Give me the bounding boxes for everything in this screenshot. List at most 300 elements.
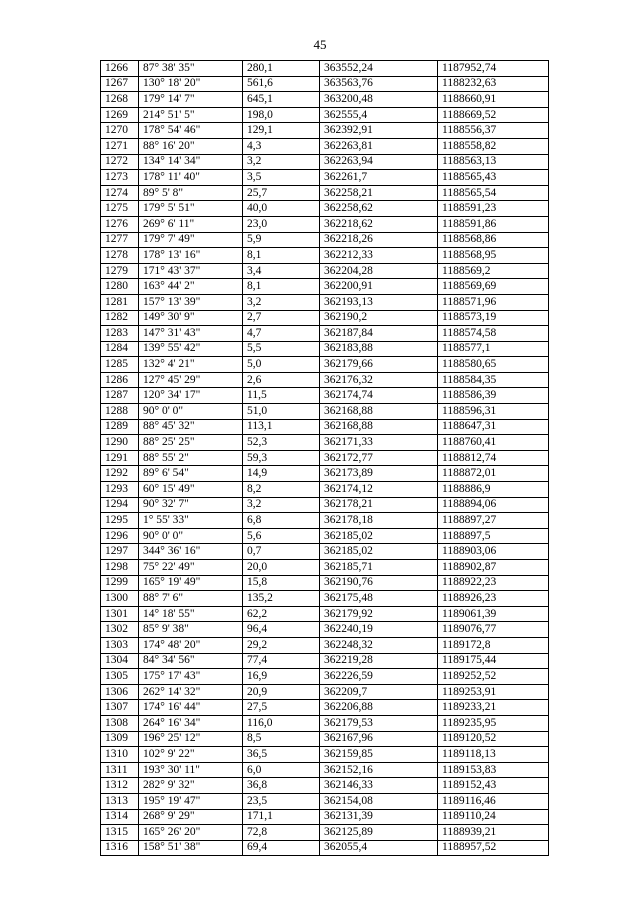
direction-angle-cell: 90° 0' 0" — [139, 404, 243, 420]
y-coordinate-cell: 1188660,91 — [438, 92, 549, 108]
y-coordinate-cell: 1189233,21 — [438, 700, 549, 716]
x-coordinate-cell: 362190,2 — [320, 310, 438, 326]
table-row — [101, 700, 549, 716]
direction-angle-cell: 163° 44' 2" — [139, 279, 243, 295]
point-number-cell: 1316 — [101, 840, 139, 856]
x-coordinate-cell: 362174,12 — [320, 482, 438, 498]
table-row — [101, 762, 549, 778]
table-row — [101, 622, 549, 638]
direction-angle-cell: 282° 9' 32" — [139, 778, 243, 794]
distance-cell: 69,4 — [243, 840, 320, 856]
y-coordinate-cell: 1189152,43 — [438, 778, 549, 794]
x-coordinate-cell: 362240,19 — [320, 622, 438, 638]
point-number-cell: 1300 — [101, 591, 139, 607]
x-coordinate-cell: 362218,26 — [320, 232, 438, 248]
x-coordinate-cell: 362206,88 — [320, 700, 438, 716]
y-coordinate-cell: 1188812,74 — [438, 450, 549, 466]
y-coordinate-cell: 1188568,95 — [438, 248, 549, 264]
distance-cell: 52,3 — [243, 435, 320, 451]
x-coordinate-cell: 362055,4 — [320, 840, 438, 856]
y-coordinate-cell: 1188894,06 — [438, 497, 549, 513]
distance-cell: 113,1 — [243, 419, 320, 435]
y-coordinate-cell: 1188897,5 — [438, 528, 549, 544]
distance-cell: 27,5 — [243, 700, 320, 716]
x-coordinate-cell: 362146,33 — [320, 778, 438, 794]
x-coordinate-cell: 362204,28 — [320, 263, 438, 279]
y-coordinate-cell: 1189253,91 — [438, 684, 549, 700]
y-coordinate-cell: 1188577,1 — [438, 341, 549, 357]
distance-cell: 20,0 — [243, 560, 320, 576]
x-coordinate-cell: 362179,66 — [320, 357, 438, 373]
point-number-cell: 1293 — [101, 482, 139, 498]
point-number-cell: 1287 — [101, 388, 139, 404]
distance-cell: 51,0 — [243, 404, 320, 420]
direction-angle-cell: 84° 34' 56" — [139, 653, 243, 669]
table-row — [101, 216, 549, 232]
distance-cell: 14,9 — [243, 466, 320, 482]
point-number-cell: 1304 — [101, 653, 139, 669]
x-coordinate-cell: 362171,33 — [320, 435, 438, 451]
distance-cell: 36,8 — [243, 778, 320, 794]
distance-cell: 8,5 — [243, 731, 320, 747]
coordinates-table-body — [101, 61, 549, 856]
point-number-cell: 1266 — [101, 61, 139, 77]
table-row — [101, 793, 549, 809]
point-number-cell: 1289 — [101, 419, 139, 435]
direction-angle-cell: 157° 13' 39" — [139, 294, 243, 310]
direction-angle-cell: 130° 18' 20" — [139, 76, 243, 92]
point-number-cell: 1272 — [101, 154, 139, 170]
x-coordinate-cell: 363563,76 — [320, 76, 438, 92]
table-row — [101, 232, 549, 248]
point-number-cell: 1306 — [101, 684, 139, 700]
point-number-cell: 1303 — [101, 637, 139, 653]
x-coordinate-cell: 362263,81 — [320, 138, 438, 154]
direction-angle-cell: 196° 25' 12" — [139, 731, 243, 747]
distance-cell: 3,5 — [243, 170, 320, 186]
table-row — [101, 809, 549, 825]
point-number-cell: 1280 — [101, 279, 139, 295]
point-number-cell: 1290 — [101, 435, 139, 451]
table-row — [101, 123, 549, 139]
direction-angle-cell: 193° 30' 11" — [139, 762, 243, 778]
table-row — [101, 669, 549, 685]
direction-angle-cell: 178° 54' 46" — [139, 123, 243, 139]
y-coordinate-cell: 1188957,52 — [438, 840, 549, 856]
distance-cell: 3,2 — [243, 294, 320, 310]
point-number-cell: 1298 — [101, 560, 139, 576]
point-number-cell: 1314 — [101, 809, 139, 825]
point-number-cell: 1268 — [101, 92, 139, 108]
direction-angle-cell: 147° 31' 43" — [139, 326, 243, 342]
point-number-cell: 1296 — [101, 528, 139, 544]
distance-cell: 8,1 — [243, 248, 320, 264]
table-row — [101, 825, 549, 841]
direction-angle-cell: 127° 45' 29" — [139, 372, 243, 388]
table-row — [101, 76, 549, 92]
point-number-cell: 1295 — [101, 513, 139, 529]
y-coordinate-cell: 1189172,8 — [438, 637, 549, 653]
direction-angle-cell: 89° 5' 8" — [139, 185, 243, 201]
table-row — [101, 248, 549, 264]
point-number-cell: 1294 — [101, 497, 139, 513]
x-coordinate-cell: 362168,88 — [320, 419, 438, 435]
table-row — [101, 653, 549, 669]
distance-cell: 2,6 — [243, 372, 320, 388]
x-coordinate-cell: 362200,91 — [320, 279, 438, 295]
y-coordinate-cell: 1188586,39 — [438, 388, 549, 404]
direction-angle-cell: 179° 14' 7" — [139, 92, 243, 108]
direction-angle-cell: 88° 45' 32" — [139, 419, 243, 435]
x-coordinate-cell: 362154,08 — [320, 793, 438, 809]
x-coordinate-cell: 362168,88 — [320, 404, 438, 420]
point-number-cell: 1307 — [101, 700, 139, 716]
distance-cell: 561,6 — [243, 76, 320, 92]
y-coordinate-cell: 1188939,21 — [438, 825, 549, 841]
x-coordinate-cell: 362185,02 — [320, 528, 438, 544]
point-number-cell: 1283 — [101, 326, 139, 342]
y-coordinate-cell: 1188556,37 — [438, 123, 549, 139]
y-coordinate-cell: 1188897,27 — [438, 513, 549, 529]
x-coordinate-cell: 362185,02 — [320, 544, 438, 560]
direction-angle-cell: 120° 34' 17" — [139, 388, 243, 404]
y-coordinate-cell: 1189175,44 — [438, 653, 549, 669]
table-row — [101, 450, 549, 466]
x-coordinate-cell: 362152,16 — [320, 762, 438, 778]
x-coordinate-cell: 362555,4 — [320, 107, 438, 123]
table-row — [101, 388, 549, 404]
point-number-cell: 1274 — [101, 185, 139, 201]
y-coordinate-cell: 1188580,65 — [438, 357, 549, 373]
x-coordinate-cell: 362248,32 — [320, 637, 438, 653]
point-number-cell: 1285 — [101, 357, 139, 373]
distance-cell: 3,2 — [243, 154, 320, 170]
x-coordinate-cell: 362219,28 — [320, 653, 438, 669]
point-number-cell: 1279 — [101, 263, 139, 279]
table-row — [101, 170, 549, 186]
point-number-cell: 1299 — [101, 575, 139, 591]
distance-cell: 25,7 — [243, 185, 320, 201]
distance-cell: 15,8 — [243, 575, 320, 591]
table-row — [101, 747, 549, 763]
x-coordinate-cell: 362193,13 — [320, 294, 438, 310]
distance-cell: 6,0 — [243, 762, 320, 778]
direction-angle-cell: 132° 4' 21" — [139, 357, 243, 373]
direction-angle-cell: 262° 14' 32" — [139, 684, 243, 700]
direction-angle-cell: 88° 55' 2" — [139, 450, 243, 466]
table-row — [101, 341, 549, 357]
point-number-cell: 1308 — [101, 715, 139, 731]
point-number-cell: 1302 — [101, 622, 139, 638]
y-coordinate-cell: 1188903,06 — [438, 544, 549, 560]
direction-angle-cell: 149° 30' 9" — [139, 310, 243, 326]
y-coordinate-cell: 1188565,43 — [438, 170, 549, 186]
table-row — [101, 560, 549, 576]
direction-angle-cell: 88° 25' 25" — [139, 435, 243, 451]
x-coordinate-cell: 362226,59 — [320, 669, 438, 685]
x-coordinate-cell: 362185,71 — [320, 560, 438, 576]
table-row — [101, 404, 549, 420]
table-row — [101, 61, 549, 77]
y-coordinate-cell: 1188669,52 — [438, 107, 549, 123]
distance-cell: 11,5 — [243, 388, 320, 404]
point-number-cell: 1310 — [101, 747, 139, 763]
y-coordinate-cell: 1187952,74 — [438, 61, 549, 77]
point-number-cell: 1288 — [101, 404, 139, 420]
direction-angle-cell: 90° 32' 7" — [139, 497, 243, 513]
direction-angle-cell: 269° 6' 11" — [139, 216, 243, 232]
x-coordinate-cell: 362258,62 — [320, 201, 438, 217]
table-row — [101, 606, 549, 622]
point-number-cell: 1305 — [101, 669, 139, 685]
table-row — [101, 372, 549, 388]
distance-cell: 645,1 — [243, 92, 320, 108]
table-row — [101, 279, 549, 295]
table-row — [101, 513, 549, 529]
y-coordinate-cell: 1189153,83 — [438, 762, 549, 778]
y-coordinate-cell: 1189252,52 — [438, 669, 549, 685]
y-coordinate-cell: 1188591,23 — [438, 201, 549, 217]
x-coordinate-cell: 362179,53 — [320, 715, 438, 731]
direction-angle-cell: 344° 36' 16" — [139, 544, 243, 560]
point-number-cell: 1275 — [101, 201, 139, 217]
point-number-cell: 1297 — [101, 544, 139, 560]
direction-angle-cell: 175° 17' 43" — [139, 669, 243, 685]
point-number-cell: 1269 — [101, 107, 139, 123]
direction-angle-cell: 1° 55' 33" — [139, 513, 243, 529]
x-coordinate-cell: 362176,32 — [320, 372, 438, 388]
direction-angle-cell: 85° 9' 38" — [139, 622, 243, 638]
x-coordinate-cell: 362172,77 — [320, 450, 438, 466]
y-coordinate-cell: 1188558,82 — [438, 138, 549, 154]
y-coordinate-cell: 1188573,19 — [438, 310, 549, 326]
y-coordinate-cell: 1188886,9 — [438, 482, 549, 498]
direction-angle-cell: 165° 19' 49" — [139, 575, 243, 591]
direction-angle-cell: 88° 16' 20" — [139, 138, 243, 154]
y-coordinate-cell: 1188569,69 — [438, 279, 549, 295]
point-number-cell: 1271 — [101, 138, 139, 154]
x-coordinate-cell: 362178,21 — [320, 497, 438, 513]
distance-cell: 2,7 — [243, 310, 320, 326]
distance-cell: 5,0 — [243, 357, 320, 373]
direction-angle-cell: 75° 22' 49" — [139, 560, 243, 576]
y-coordinate-cell: 1188569,2 — [438, 263, 549, 279]
x-coordinate-cell: 362258,21 — [320, 185, 438, 201]
distance-cell: 5,6 — [243, 528, 320, 544]
point-number-cell: 1312 — [101, 778, 139, 794]
distance-cell: 23,5 — [243, 793, 320, 809]
distance-cell: 8,2 — [243, 482, 320, 498]
x-coordinate-cell: 362173,89 — [320, 466, 438, 482]
distance-cell: 36,5 — [243, 747, 320, 763]
table-row — [101, 715, 549, 731]
y-coordinate-cell: 1189118,13 — [438, 747, 549, 763]
x-coordinate-cell: 362187,84 — [320, 326, 438, 342]
y-coordinate-cell: 1188571,96 — [438, 294, 549, 310]
x-coordinate-cell: 363552,24 — [320, 61, 438, 77]
direction-angle-cell: 139° 55' 42" — [139, 341, 243, 357]
y-coordinate-cell: 1189076,77 — [438, 622, 549, 638]
distance-cell: 59,3 — [243, 450, 320, 466]
distance-cell: 77,4 — [243, 653, 320, 669]
y-coordinate-cell: 1188584,35 — [438, 372, 549, 388]
table-row — [101, 310, 549, 326]
direction-angle-cell: 88° 7' 6" — [139, 591, 243, 607]
x-coordinate-cell: 362167,96 — [320, 731, 438, 747]
direction-angle-cell: 179° 5' 51" — [139, 201, 243, 217]
table-row — [101, 326, 549, 342]
point-number-cell: 1291 — [101, 450, 139, 466]
x-coordinate-cell: 362263,94 — [320, 154, 438, 170]
direction-angle-cell: 60° 15' 49" — [139, 482, 243, 498]
y-coordinate-cell: 1188647,31 — [438, 419, 549, 435]
y-coordinate-cell: 1189235,95 — [438, 715, 549, 731]
point-number-cell: 1277 — [101, 232, 139, 248]
distance-cell: 171,1 — [243, 809, 320, 825]
x-coordinate-cell: 362159,85 — [320, 747, 438, 763]
table-row — [101, 637, 549, 653]
direction-angle-cell: 178° 11' 40" — [139, 170, 243, 186]
table-row — [101, 466, 549, 482]
distance-cell: 3,4 — [243, 263, 320, 279]
distance-cell: 129,1 — [243, 123, 320, 139]
direction-angle-cell: 165° 26' 20" — [139, 825, 243, 841]
direction-angle-cell: 174° 16' 44" — [139, 700, 243, 716]
distance-cell: 116,0 — [243, 715, 320, 731]
table-row — [101, 482, 549, 498]
distance-cell: 96,4 — [243, 622, 320, 638]
point-number-cell: 1281 — [101, 294, 139, 310]
point-number-cell: 1278 — [101, 248, 139, 264]
x-coordinate-cell: 362175,48 — [320, 591, 438, 607]
x-coordinate-cell: 362392,91 — [320, 123, 438, 139]
table-row — [101, 684, 549, 700]
table-row — [101, 575, 549, 591]
x-coordinate-cell: 362174,74 — [320, 388, 438, 404]
x-coordinate-cell: 362131,39 — [320, 809, 438, 825]
y-coordinate-cell: 1188902,87 — [438, 560, 549, 576]
direction-angle-cell: 89° 6' 54" — [139, 466, 243, 482]
y-coordinate-cell: 1188232,63 — [438, 76, 549, 92]
direction-angle-cell: 14° 18' 55" — [139, 606, 243, 622]
distance-cell: 5,9 — [243, 232, 320, 248]
table-row — [101, 778, 549, 794]
direction-angle-cell: 268° 9' 29" — [139, 809, 243, 825]
x-coordinate-cell: 362190,76 — [320, 575, 438, 591]
point-number-cell: 1292 — [101, 466, 139, 482]
y-coordinate-cell: 1188568,86 — [438, 232, 549, 248]
coordinates-table — [100, 60, 549, 856]
direction-angle-cell: 102° 9' 22" — [139, 747, 243, 763]
x-coordinate-cell: 363200,48 — [320, 92, 438, 108]
y-coordinate-cell: 1189120,52 — [438, 731, 549, 747]
y-coordinate-cell: 1189061,39 — [438, 606, 549, 622]
distance-cell: 198,0 — [243, 107, 320, 123]
table-row — [101, 92, 549, 108]
table-row — [101, 185, 549, 201]
distance-cell: 4,7 — [243, 326, 320, 342]
point-number-cell: 1267 — [101, 76, 139, 92]
table-row — [101, 544, 549, 560]
table-row — [101, 357, 549, 373]
point-number-cell: 1282 — [101, 310, 139, 326]
direction-angle-cell: 264° 16' 34" — [139, 715, 243, 731]
direction-angle-cell: 87° 38' 35" — [139, 61, 243, 77]
distance-cell: 72,8 — [243, 825, 320, 841]
table-row — [101, 497, 549, 513]
table-row — [101, 294, 549, 310]
distance-cell: 6,8 — [243, 513, 320, 529]
x-coordinate-cell: 362125,89 — [320, 825, 438, 841]
direction-angle-cell: 174° 48' 20" — [139, 637, 243, 653]
x-coordinate-cell: 362183,88 — [320, 341, 438, 357]
y-coordinate-cell: 1188872,01 — [438, 466, 549, 482]
table-row — [101, 435, 549, 451]
distance-cell: 280,1 — [243, 61, 320, 77]
y-coordinate-cell: 1188574,58 — [438, 326, 549, 342]
x-coordinate-cell: 362179,92 — [320, 606, 438, 622]
point-number-cell: 1284 — [101, 341, 139, 357]
x-coordinate-cell: 362209,7 — [320, 684, 438, 700]
y-coordinate-cell: 1188563,13 — [438, 154, 549, 170]
table-row — [101, 731, 549, 747]
y-coordinate-cell: 1188591,86 — [438, 216, 549, 232]
distance-cell: 3,2 — [243, 497, 320, 513]
table-row — [101, 138, 549, 154]
y-coordinate-cell: 1188565,54 — [438, 185, 549, 201]
point-number-cell: 1270 — [101, 123, 139, 139]
table-row — [101, 419, 549, 435]
point-number-cell: 1276 — [101, 216, 139, 232]
direction-angle-cell: 158° 51' 38" — [139, 840, 243, 856]
distance-cell: 23,0 — [243, 216, 320, 232]
direction-angle-cell: 90° 0' 0" — [139, 528, 243, 544]
y-coordinate-cell: 1188760,41 — [438, 435, 549, 451]
x-coordinate-cell: 362261,7 — [320, 170, 438, 186]
point-number-cell: 1311 — [101, 762, 139, 778]
distance-cell: 5,5 — [243, 341, 320, 357]
point-number-cell: 1315 — [101, 825, 139, 841]
distance-cell: 135,2 — [243, 591, 320, 607]
distance-cell: 0,7 — [243, 544, 320, 560]
y-coordinate-cell: 1189116,46 — [438, 793, 549, 809]
distance-cell: 20,9 — [243, 684, 320, 700]
direction-angle-cell: 179° 7' 49" — [139, 232, 243, 248]
table-row — [101, 201, 549, 217]
distance-cell: 29,2 — [243, 637, 320, 653]
x-coordinate-cell: 362178,18 — [320, 513, 438, 529]
point-number-cell: 1273 — [101, 170, 139, 186]
distance-cell: 8,1 — [243, 279, 320, 295]
table-row — [101, 263, 549, 279]
direction-angle-cell: 178° 13' 16" — [139, 248, 243, 264]
distance-cell: 62,2 — [243, 606, 320, 622]
y-coordinate-cell: 1188596,31 — [438, 404, 549, 420]
table-row — [101, 840, 549, 856]
direction-angle-cell: 195° 19' 47" — [139, 793, 243, 809]
point-number-cell: 1301 — [101, 606, 139, 622]
direction-angle-cell: 134° 14' 34" — [139, 154, 243, 170]
x-coordinate-cell: 362212,33 — [320, 248, 438, 264]
table-row — [101, 528, 549, 544]
y-coordinate-cell: 1189110,24 — [438, 809, 549, 825]
point-number-cell: 1286 — [101, 372, 139, 388]
point-number-cell: 1309 — [101, 731, 139, 747]
page-number: 45 — [313, 37, 327, 52]
x-coordinate-cell: 362218,62 — [320, 216, 438, 232]
y-coordinate-cell: 1188922,23 — [438, 575, 549, 591]
point-number-cell: 1313 — [101, 793, 139, 809]
